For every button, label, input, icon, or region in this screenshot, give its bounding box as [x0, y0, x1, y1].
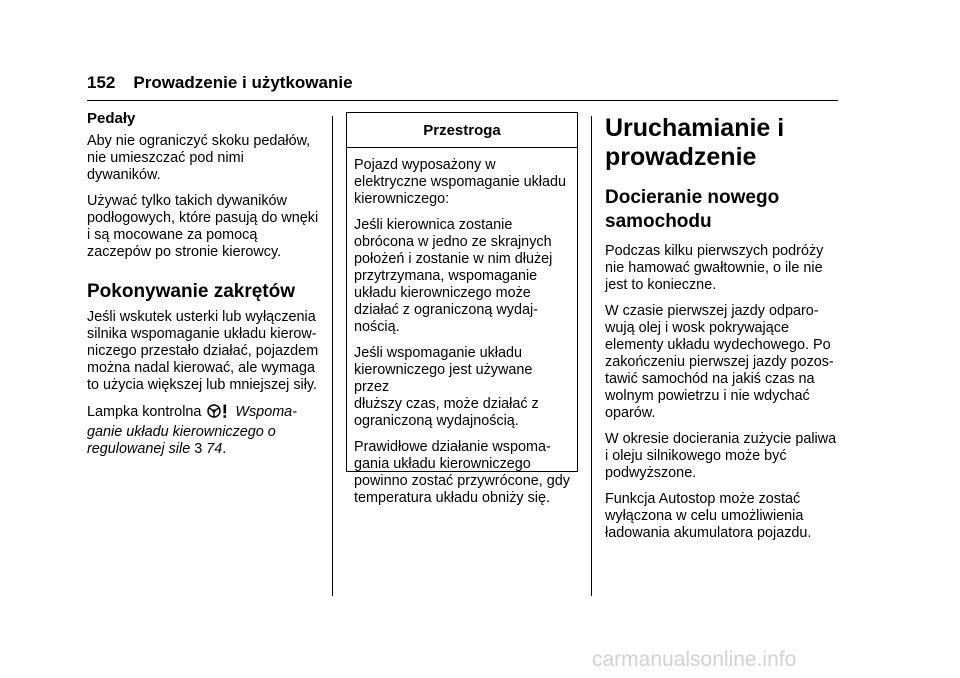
caution-paragraph-1: Pojazd wyposażony w elektryczne wspomaganie układu kierowniczego: [354, 157, 566, 207]
warning-lamp-prefix: Lampka kontrolna [87, 404, 206, 420]
warning-lamp-ref-line-1: Wspoma- [235, 404, 297, 420]
column-divider-right [591, 116, 592, 596]
left-column [87, 110, 327, 467]
warning-lamp-ref-line-3: regulowanej sile [87, 441, 195, 457]
break-in-paragraph-3: W okresie docierania zużycie paliwa i oleju silnikowego może być podwyższone. [605, 431, 837, 481]
cornering-heading: Pokonywanie zakrętów [87, 281, 296, 302]
caution-box [346, 112, 578, 506]
break-in-paragraph-2: W czasie pierwszej jazdy odparo- wują olej i wosk pokrywające elementy układu wydechowego. Po zakończeniu pierwszej jazdy pozos- tawić samochód na jakiś czas na wolnym powietrzu i nie wdychać oparów. [605, 303, 834, 421]
caution-body [347, 148, 577, 507]
watermark: carmanualsonline.info [592, 648, 797, 671]
page-reference-arrow: 3 [194, 441, 203, 457]
warning-lamp-ref-line-2: ganie układu kierowniczego o [87, 424, 276, 440]
pedals-paragraph-1: Aby nie ograniczyć skoku pedałów, nie umieszczać pod nimi dywaników. [87, 133, 311, 183]
page-reference-number: 74 [206, 441, 223, 457]
break-in-paragraph-1: Podczas kilku pierwszych podróży nie hamować gwałtownie, o ile nie jest to konieczne. [605, 243, 824, 293]
warning-lamp-paragraph [87, 403, 327, 458]
header-rule [87, 100, 838, 101]
caution-paragraph-3: Jeśli wspomaganie układu kierowniczego jest używane przez dłuższy czas, może działać z ograniczoną wydajnością. [354, 345, 539, 429]
right-column [605, 110, 841, 551]
reference-period: . [222, 441, 227, 457]
steering-warning-icon [206, 403, 230, 424]
chapter-title: Prowadzenie i użytkowanie [133, 73, 353, 92]
cornering-paragraph-1: Jeśli wskutek usterki lub wyłączenia silnika wspomaganie układu kierow- niczego przestało działać, pojazdem można nadal kierować, ale wymaga to użycia większej lub mniejszej siły. [87, 309, 319, 393]
caution-title: Przestroga [347, 113, 577, 148]
pedals-heading: Pedały [87, 110, 136, 127]
column-divider-left [332, 116, 333, 596]
page-reference-link[interactable] [194, 441, 222, 457]
page-number: 152 [87, 73, 116, 92]
break-in-heading: Docieranie nowego samochodu [605, 187, 780, 232]
page-header [87, 73, 353, 93]
section-heading: Uruchamianie i prowadzenie [605, 114, 785, 171]
caution-paragraph-4: Prawidłowe działanie wspoma- gania układu kierowniczego powinno zostać przywrócone, gdy temperatura układu obniży się. [354, 439, 570, 506]
caution-paragraph-2: Jeśli kierownica zostanie obrócona w jedno ze skrajnych położeń i zostanie w nim dłużej przytrzymana, wspomaganie układu kierowniczego może działać z ograniczoną wydaj- nością. [354, 217, 553, 335]
break-in-paragraph-4: Funkcja Autostop może zostać wyłączona w celu umożliwienia ładowania akumulatora pojazdu. [605, 491, 812, 541]
pedals-paragraph-2: Używać tylko takich dywaników podłogowych, które pasują do wnęki i są mocowane za pomocą zaczepów po stronie kierowcy. [87, 193, 319, 260]
